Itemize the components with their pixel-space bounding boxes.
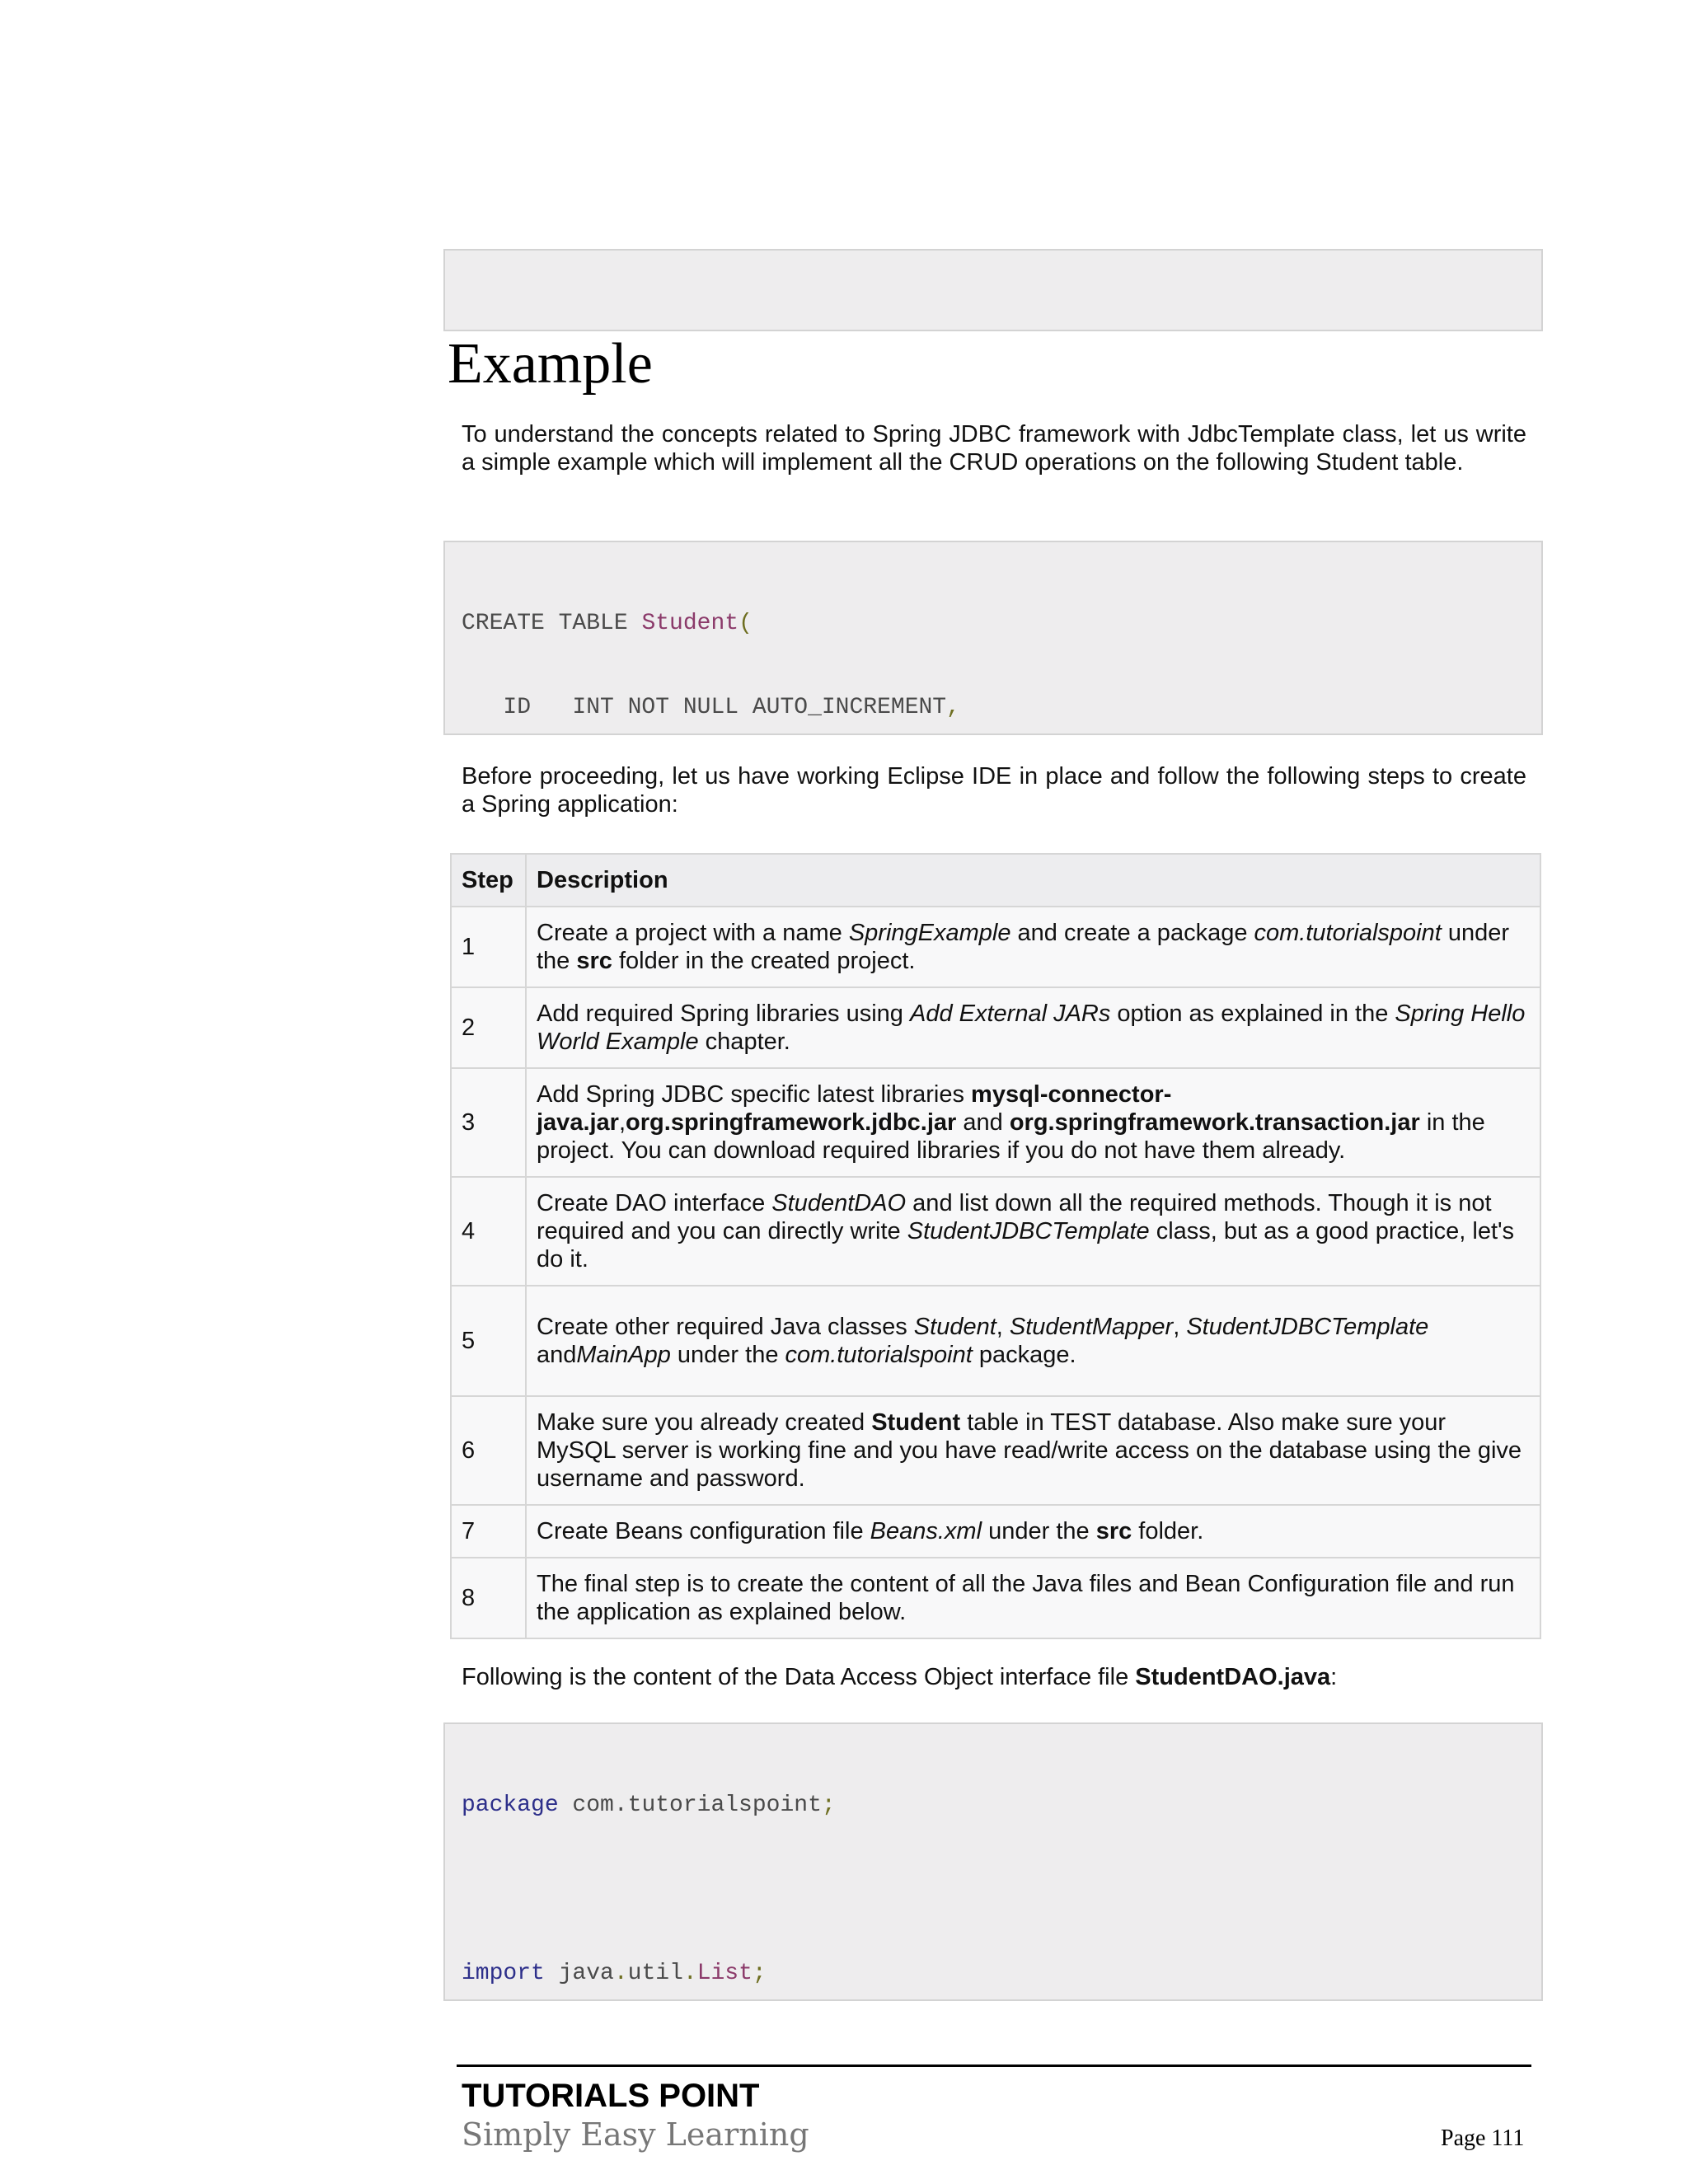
text: and: [537, 1342, 577, 1368]
column-header-description: Description: [526, 854, 1540, 907]
code-line: [462, 694, 1541, 722]
step-number: 8: [451, 1558, 526, 1638]
step-number: 2: [451, 987, 526, 1068]
text: and: [956, 1109, 1010, 1136]
text: Add External JARs: [909, 1001, 1111, 1027]
code-token: List: [696, 1961, 753, 1986]
step-number: 1: [451, 907, 526, 987]
column-header-step: Step: [451, 854, 526, 907]
table-row: [451, 1396, 1540, 1505]
code-token: .: [682, 1961, 697, 1986]
code-token: ,: [946, 695, 960, 720]
text: Make sure you already created: [537, 1409, 872, 1436]
code-token: util: [627, 1961, 683, 1986]
text: package.: [972, 1342, 1076, 1368]
table-row: [451, 1286, 1540, 1396]
text: Spring Hello World Example: [537, 1001, 1526, 1055]
text: table in TEST database. Also make sure your MySQL server is working fine and you have read/write access on the database using the give username and password.: [537, 1409, 1522, 1492]
text: mysql-connector-java.jar: [537, 1081, 1172, 1136]
code-block-execute: [443, 249, 1543, 331]
code-token: ID INT NOT NULL AUTO_INCREMENT: [462, 695, 947, 720]
table-row: [451, 1177, 1540, 1286]
code-token: .: [613, 1961, 628, 1986]
text: org.springframework.jdbc.jar: [626, 1109, 957, 1136]
text: under the: [670, 1342, 785, 1368]
step-description: [526, 987, 1540, 1068]
text: ,: [618, 1109, 626, 1136]
step-number: 6: [451, 1396, 526, 1505]
text: Student: [913, 1314, 996, 1340]
text: under the: [537, 920, 1510, 974]
text: src: [576, 948, 612, 974]
code-line: [462, 1960, 1541, 1988]
text: Add required Spring libraries using: [537, 1001, 910, 1027]
text: folder.: [1132, 1518, 1204, 1544]
following-paragraph: [462, 1663, 1526, 1691]
code-block-studentdao: [443, 1722, 1543, 2001]
text: and create a package: [1010, 920, 1254, 946]
code-token: package: [462, 1793, 559, 1818]
text: MainApp: [576, 1342, 671, 1368]
code-token: CREATE TABLE: [462, 611, 642, 636]
table-row: [451, 1505, 1540, 1558]
text: StudentJDBCTemplate: [1186, 1314, 1429, 1340]
footer-brand: TUTORIALS POINT: [462, 2078, 760, 2114]
text: chapter.: [698, 1029, 790, 1055]
code-block-create-table: [443, 541, 1543, 735]
table-row: [451, 1068, 1540, 1177]
step-number: 3: [451, 1068, 526, 1177]
text: StudentDAO: [771, 1190, 907, 1216]
text: Create DAO interface: [537, 1190, 772, 1216]
step-description: [526, 1068, 1540, 1177]
table-row: [451, 987, 1540, 1068]
text: class, but as a good practice, let's do it.: [537, 1218, 1515, 1272]
text: com.tutorialspoint: [785, 1342, 973, 1368]
text: com.tutorialspoint: [1254, 920, 1442, 946]
text: Beans.xml: [870, 1518, 982, 1544]
text: StudentMapper: [1009, 1314, 1174, 1340]
text: under the: [982, 1518, 1096, 1544]
step-description: [526, 1286, 1540, 1396]
step-description: [526, 1396, 1540, 1505]
code-token: (: [738, 611, 753, 636]
text: ,: [1173, 1314, 1187, 1340]
text: and list down all the required methods. Though it is not required and you can directly write: [537, 1190, 1492, 1244]
page-number: Page 111: [1441, 2125, 1525, 2151]
code-line: [462, 1876, 1541, 1904]
step-number: 4: [451, 1177, 526, 1286]
code-token: ;: [752, 1961, 767, 1986]
intro-paragraph: To understand the concepts related to Spring JDBC framework with JdbcTemplate class, let us write a simple example which will implement all the CRUD operations on the following Student table.: [462, 421, 1526, 476]
code-token: ;: [821, 1793, 836, 1818]
text: Add Spring JDBC specific latest libraries: [537, 1081, 972, 1108]
text: Following is the content of the Data Access Object interface file: [462, 1664, 1136, 1690]
text: Create a project with a name: [537, 920, 849, 946]
text: StudentJDBCTemplate: [907, 1218, 1150, 1244]
text: option as explained in the: [1110, 1001, 1395, 1027]
code-line: [462, 1792, 1541, 1820]
step-description: [526, 1177, 1540, 1286]
text: src: [1095, 1518, 1132, 1544]
text: in the project. You can download required libraries if you do not have them already.: [537, 1109, 1485, 1164]
text: ,: [996, 1314, 1010, 1340]
text: Create other required Java classes: [537, 1314, 914, 1340]
text: org.springframework.transaction.jar: [1009, 1109, 1420, 1136]
step-description: The final step is to create the content of all the Java files and Bean Configuration file and run the application as explained below.: [526, 1558, 1540, 1638]
text: :: [1330, 1664, 1338, 1690]
step-description: [526, 1505, 1540, 1558]
table-row: [451, 907, 1540, 987]
table-header-row: [451, 854, 1540, 907]
footer-tagline: Simply Easy Learning: [462, 2116, 809, 2153]
before-paragraph: Before proceeding, let us have working Eclipse IDE in place and follow the following steps to create a Spring application:: [462, 763, 1526, 818]
steps-table: [450, 853, 1541, 1639]
text: Student: [871, 1409, 961, 1436]
text: folder in the created project.: [612, 948, 916, 974]
code-line: [462, 610, 1541, 638]
table-row: [451, 1558, 1540, 1638]
code-token: java: [544, 1961, 614, 1986]
step-number: 7: [451, 1505, 526, 1558]
section-heading: Example: [448, 332, 653, 396]
filename: StudentDAO.java: [1135, 1664, 1331, 1690]
text: Create Beans configuration file: [537, 1518, 870, 1544]
step-number: 5: [451, 1286, 526, 1396]
text: SpringExample: [848, 920, 1011, 946]
code-token: Student: [641, 611, 739, 636]
footer-divider: [457, 2064, 1531, 2067]
code-token: com.tutorialspoint: [558, 1793, 822, 1818]
code-token: import: [462, 1961, 545, 1986]
step-description: [526, 907, 1540, 987]
